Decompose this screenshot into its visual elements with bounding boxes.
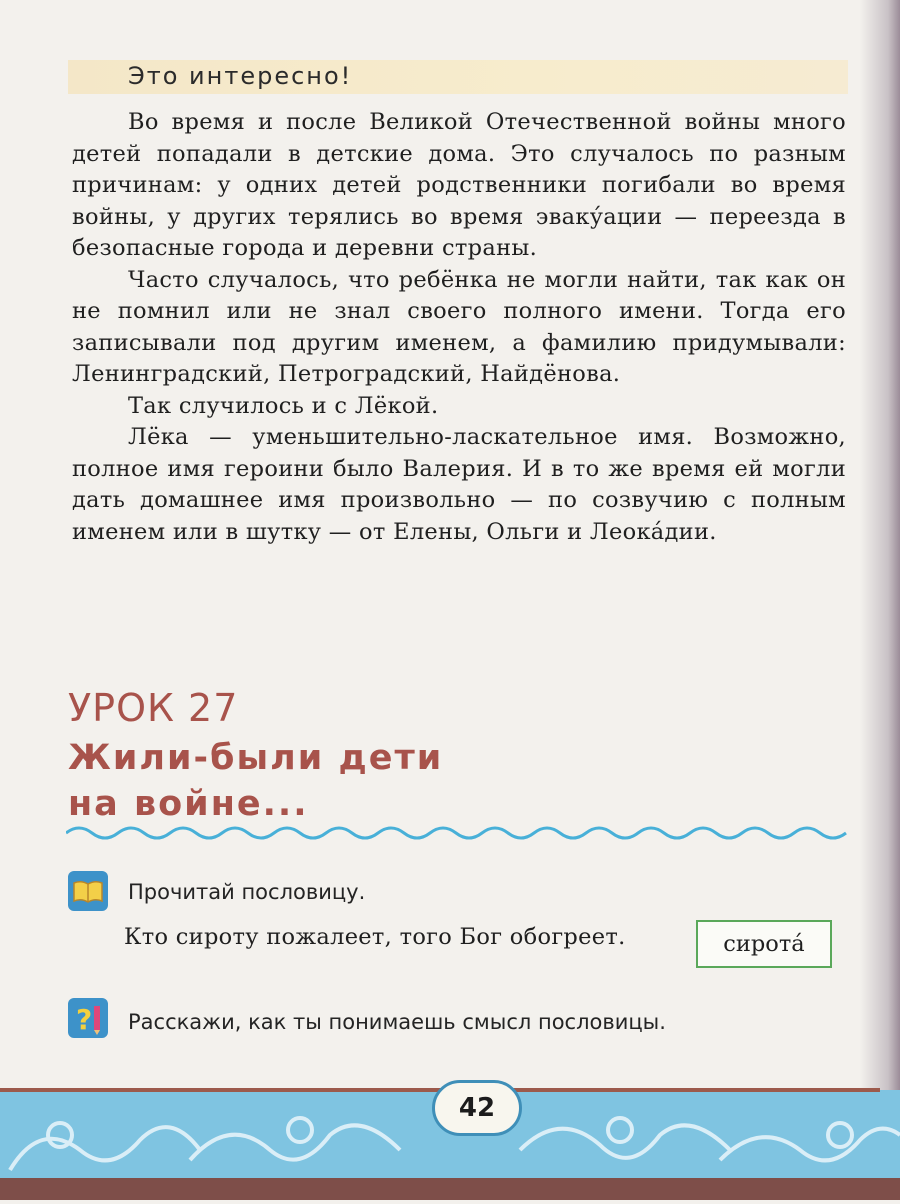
lesson-number: УРОК 27: [68, 686, 239, 730]
footer-bottom-band: [0, 1178, 900, 1200]
discuss-instruction: Расскажи, как ты понимаешь смысл пословицы.: [128, 1010, 666, 1034]
proverb: Кто сироту пожалеет, того Бог обогреет.: [124, 924, 626, 950]
proverb-text: [72, 922, 682, 952]
book-edge-shadow: [860, 0, 900, 1090]
paragraph-text: Лёка — уменьшительно-ласкательное имя. Возможно, полное имя героини было Валерия. И в то же время ей могли дать домашнее имя произвольно — по созвучию с полным именем или в шутку — от Елены, Ольги и Леока́дии.: [72, 424, 846, 545]
read-proverb-instruction: Прочитай пословицу.: [128, 880, 366, 904]
wave-divider: [66, 820, 848, 846]
paragraph-text: Во время и после Великой Отечественной войны много детей попадали в детские дома. Это случалось по разным причинам: у одних детей родственники погибали во время войны, у других терялись во время эваку́ации — переезда в безопасные города и деревни страны.: [72, 109, 846, 261]
paragraph-text: Так случилось и с Лёкой.: [128, 392, 439, 419]
lesson-title-line: на войне...: [68, 784, 309, 824]
page-number: 42: [432, 1080, 522, 1136]
interesting-title: Это интересно!: [128, 62, 353, 90]
paragraph: [72, 107, 846, 265]
lesson-title: [68, 735, 443, 827]
paragraph: [72, 265, 846, 391]
question-pencil-icon: [68, 998, 108, 1038]
vocabulary-word-box: сирота́: [696, 920, 832, 968]
interesting-text: [72, 107, 846, 548]
lesson-title-line: Жили-были дети: [68, 738, 444, 778]
paragraph: [72, 391, 846, 423]
open-book-icon: [68, 871, 108, 911]
svg-text:?: ?: [76, 1003, 93, 1036]
paragraph-text: Часто случалось, что ребёнка не могли найти, так как он не помнил или не знал своего полного имени. Тогда его записывали под другим именем, а фамилию придумывали: Ленинградский, Петроградский, Найдёнова.: [72, 266, 846, 387]
paragraph: [72, 422, 846, 548]
